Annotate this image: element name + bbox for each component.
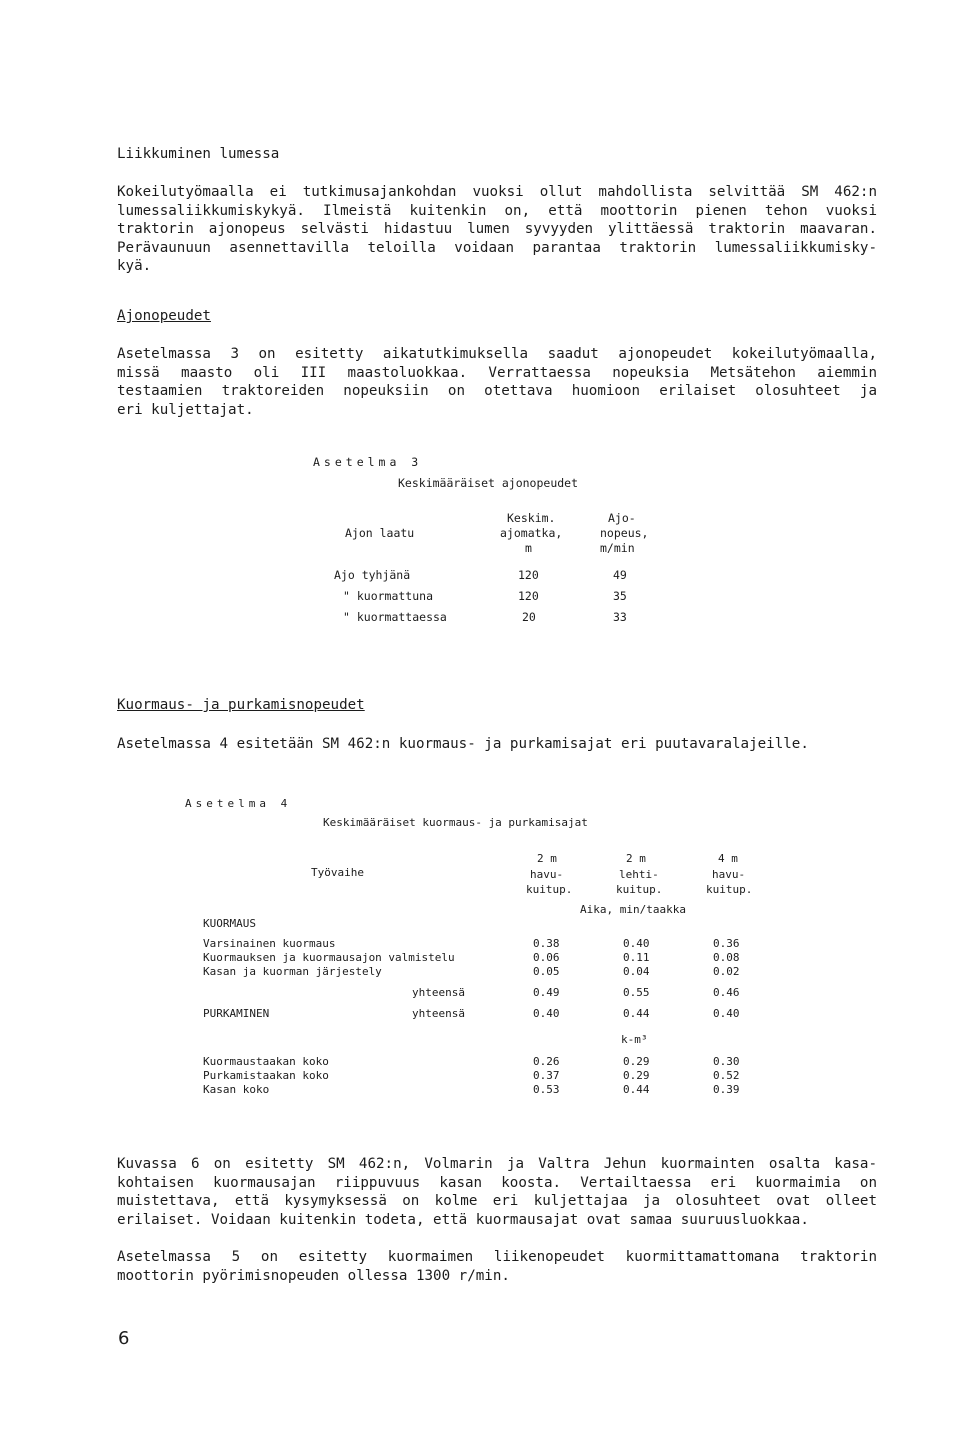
table4-total-label: yhteensä	[412, 986, 465, 999]
table3-col-nopeus-1: Ajo-	[608, 511, 636, 525]
table4-cell: 0.53	[533, 1083, 560, 1096]
table4-cell: 0.39	[713, 1083, 740, 1096]
text-line: eri kuljettajat.	[117, 401, 254, 418]
table4-cell: 0.55	[623, 986, 650, 999]
table3-row-nopeus: 49	[613, 568, 627, 582]
text-line: Asetelmassa 5 on esitetty kuormaimen liikenopeudet kuormittamattomana traktorin	[117, 1249, 877, 1265]
table4-cell: 0.38	[533, 937, 560, 950]
table4-cell: 0.02	[713, 965, 740, 978]
table4-cell: 0.11	[623, 951, 650, 964]
table4-cell: 0.29	[623, 1055, 650, 1068]
table4-unit-volume: k-m³	[621, 1033, 648, 1046]
text-line: kyä.	[117, 258, 152, 274]
table4-col1-2: havu-	[530, 868, 564, 881]
table4-total-label: yhteensä	[412, 1007, 465, 1020]
table4-cell: 0.40	[623, 937, 650, 950]
table4-unit-time: Aika, min/taakka	[580, 903, 686, 916]
table3-col-matka-2: ajomatka,	[500, 526, 563, 540]
table3-col-nopeus-2: nopeus,	[600, 526, 649, 540]
table3-row-matka: 120	[518, 568, 539, 582]
table4-kuormaus-label: KUORMAUS	[203, 917, 256, 930]
page-number: 6	[118, 1328, 130, 1349]
table4-col3-2: havu-	[712, 868, 746, 881]
section-heading-kuormaus: Kuormaus- ja purkamisnopeudet	[117, 697, 365, 713]
table4-cell: 0.40	[533, 1007, 560, 1020]
table4-cell: 0.46	[713, 986, 740, 999]
table4-cell: 0.06	[533, 951, 560, 964]
table4-row-label: Kasan koko	[203, 1083, 270, 1096]
table4-cell: 0.37	[533, 1069, 560, 1082]
table4-row-label: Kasan ja kuorman järjestely	[203, 965, 382, 978]
table4-row-label: Kuormauksen ja kuormausajon valmistelu	[203, 951, 455, 964]
table3-row-matka: 120	[518, 589, 539, 603]
paragraph-asetelma-5	[117, 1248, 877, 1285]
table4-cell: 0.36	[713, 937, 740, 950]
table4-row-label: Varsinainen kuormaus	[203, 937, 336, 950]
section-heading-liikkuminen: Liikkuminen lumessa	[117, 146, 280, 162]
table3-row-label: " kuormattuna	[343, 589, 434, 603]
paragraph-ajonopeudet	[117, 345, 877, 419]
table3-title: Keskimääräiset ajonopeudet	[398, 476, 579, 490]
table3-col-nopeus-3: m/min	[600, 541, 635, 555]
text-line: muistettava, että kysymyksessä on kolme eri kuljettajaa ja olosuhteet ovat olleet	[117, 1193, 877, 1209]
table3-caption: Asetelma 3	[313, 455, 423, 469]
table3-col-ajon-laatu: Ajon laatu	[345, 526, 415, 540]
table4-cell: 0.08	[713, 951, 740, 964]
text-line: Asetelmassa 4 esitetään SM 462:n kuormaus- ja purkamisajat eri puutavaralajeille.	[117, 736, 809, 752]
table4-caption: Asetelma 4	[185, 797, 292, 810]
text-line: Perävaunuun asennettavilla teloilla voidaan parantaa traktorin lumessaliikkumisky-	[117, 239, 877, 256]
table4-title: Keskimääräiset kuormaus- ja purkamisajat	[323, 816, 588, 829]
text-line: Asetelmassa 3 on esitetty aikatutkimuksella saadut ajonopeudet kokeilutyömaalla,	[117, 346, 877, 362]
paragraph-kuormaus	[117, 735, 877, 754]
table4-cell: 0.40	[713, 1007, 740, 1020]
table4-cell: 0.49	[533, 986, 560, 999]
table4-row-label: Kuormaustaakan koko	[203, 1055, 329, 1068]
table4-cell: 0.44	[623, 1083, 650, 1096]
table3-row-label: " kuormattaessa	[343, 610, 447, 624]
table4-cell: 0.05	[533, 965, 560, 978]
table4-cell: 0.44	[623, 1007, 650, 1020]
section-heading-ajonopeudet: Ajonopeudet	[117, 308, 211, 324]
table4-cell: 0.04	[623, 965, 650, 978]
text-line: moottorin pyörimisnopeuden ollessa 1300 r/min.	[117, 1267, 510, 1284]
table4-cell: 0.30	[713, 1055, 740, 1068]
text-line: traktorin ajonopeus selvästi hidastuu lumen syvyyden ylittäessä traktorin maavaran.	[117, 221, 877, 237]
table3-col-matka-3: m	[525, 541, 532, 555]
table3-row-nopeus: 33	[613, 610, 627, 624]
table4-col3-3: kuitup.	[706, 883, 753, 896]
table4-purkaminen-label: PURKAMINEN	[203, 1007, 270, 1020]
text-line: lumessaliikkumiskykyä. Ilmeistä kuitenkin on, että moottorin pienen tehon vuoksi	[117, 202, 877, 219]
text-line: missä maasto oli III maastoluokkaa. Verrattaessa nopeuksia Metsätehon aiemmin	[117, 364, 877, 381]
text-line: Kuvassa 6 on esitetty SM 462:n, Volmarin ja Valtra Jehun kuormainten osalta kasa-	[117, 1156, 877, 1172]
table4-col3-1: 4 m	[718, 852, 738, 865]
table3-col-matka-1: Keskim.	[507, 511, 556, 525]
table4-cell: 0.52	[713, 1069, 740, 1082]
text-line: testaamien traktoreiden nopeuksiin on otettava huomioon erilaiset olosuhteet ja	[117, 383, 877, 399]
paragraph-kuvassa-6	[117, 1155, 877, 1229]
text-line: Kokeilutyömaalla ei tutkimusajankohdan vuoksi ollut mahdollista selvittää SM 462:n	[117, 184, 877, 200]
table4-col2-1: 2 m	[626, 852, 646, 865]
table4-cell: 0.29	[623, 1069, 650, 1082]
table4-col1-1: 2 m	[537, 852, 557, 865]
table4-col2-2: lehti-	[619, 868, 659, 881]
table4-row-label: Purkamistaakan koko	[203, 1069, 329, 1082]
table4-col1-3: kuitup.	[526, 883, 573, 896]
paragraph-liikkuminen	[117, 183, 877, 276]
text-line: erilaiset. Voidaan kuitenkin todeta, että kuormausajat ovat samaa suuruusluokkaa.	[117, 1211, 809, 1228]
table3-row-nopeus: 35	[613, 589, 627, 603]
table4-col-tyovaihe: Työvaihe	[311, 866, 364, 879]
table4-col2-3: kuitup.	[616, 883, 663, 896]
table3-row-label: Ajo tyhjänä	[334, 568, 411, 582]
text-line: kohtaisen kuormausajan riippuvuus kasan koosta. Vertailtaessa eri kuormaimia on	[117, 1174, 877, 1191]
table4-cell: 0.26	[533, 1055, 560, 1068]
table3-row-matka: 20	[522, 610, 536, 624]
